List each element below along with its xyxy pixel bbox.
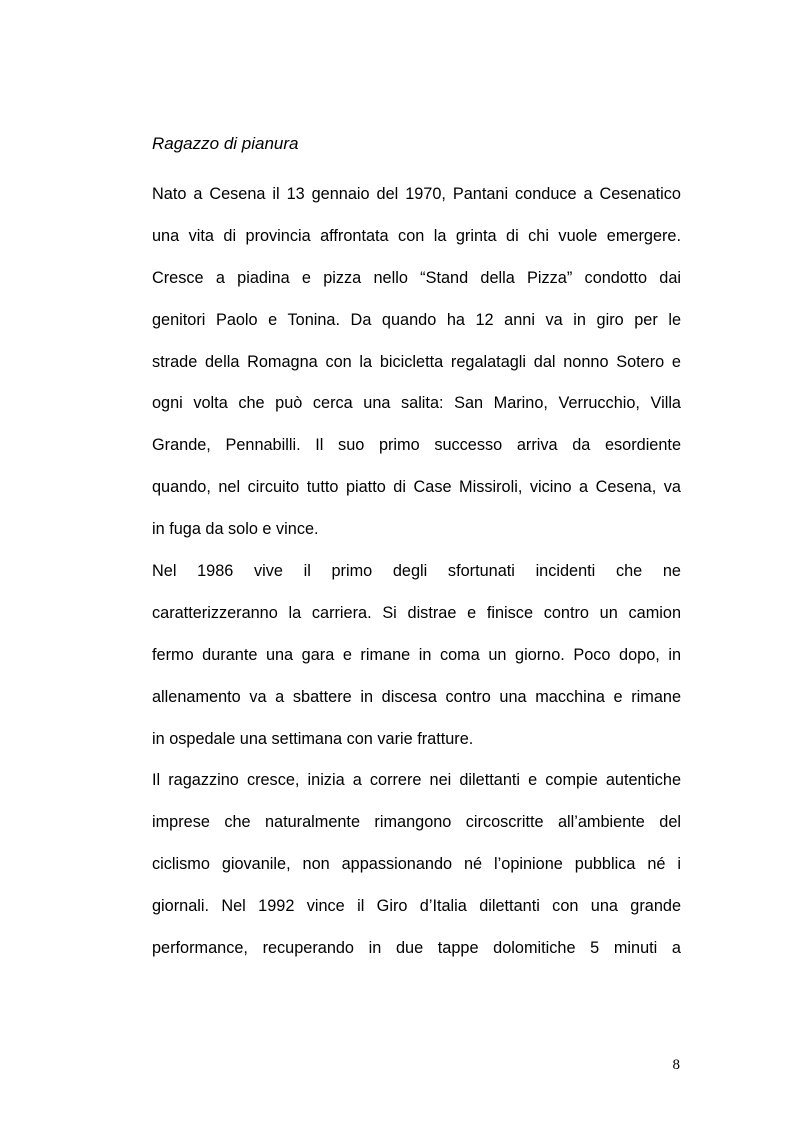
text-line: Cresce a piadina e pizza nello “Stand della Pizza” condotto dai [152,268,681,287]
text-line: in ospedale una settimana con varie fratture. [152,729,474,748]
text-line: una vita di provincia affrontata con la grinta di chi vuole emergere. [152,226,681,245]
text-line: performance, recuperando in due tappe dolomitiche 5 minuti a [152,939,681,958]
text-line: genitori Paolo e Tonina. Da quando ha 12 anni va in giro per le [152,310,681,329]
text-line: caratterizzeranno la carriera. Si distrae e finisce contro un camion [152,603,681,622]
text-line: fermo durante una gara e rimane in coma un giorno. Poco dopo, in [152,645,681,664]
text-line: Il ragazzino cresce, inizia a correre nei dilettanti e compie autentiche [152,771,681,790]
body-text [152,174,681,970]
page-number: 8 [672,1057,680,1073]
section-title: Ragazzo di pianura [152,134,299,153]
text-line: Nel 1986 vive il primo degli sfortunati incidenti che ne [152,562,681,581]
text-line: strade della Romagna con la bicicletta regalatagli dal nonno Sotero e [152,352,681,371]
text-line: in fuga da solo e vince. [152,520,319,539]
text-line: ciclismo giovanile, non appassionando né l’opinione pubblica né i [152,855,681,874]
text-line: imprese che naturalmente rimangono circoscritte all’ambiente del [152,813,681,832]
paragraph-3 [152,760,681,969]
text-line: ogni volta che può cerca una salita: San Marino, Verrucchio, Villa [152,394,681,413]
text-line: Nato a Cesena il 13 gennaio del 1970, Pantani conduce a Cesenatico [152,185,681,203]
paragraph-1 [152,174,681,551]
text-line: giornali. Nel 1992 vince il Giro d’Italia dilettanti con una grande [152,897,681,916]
text-line: quando, nel circuito tutto piatto di Case Missiroli, vicino a Cesena, va [152,478,681,497]
text-line: allenamento va a sbattere in discesa contro una macchina e rimane [152,687,681,706]
text-line: Grande, Pennabilli. Il suo primo successo arriva da esordiente [152,436,681,455]
paragraph-2 [152,551,681,760]
